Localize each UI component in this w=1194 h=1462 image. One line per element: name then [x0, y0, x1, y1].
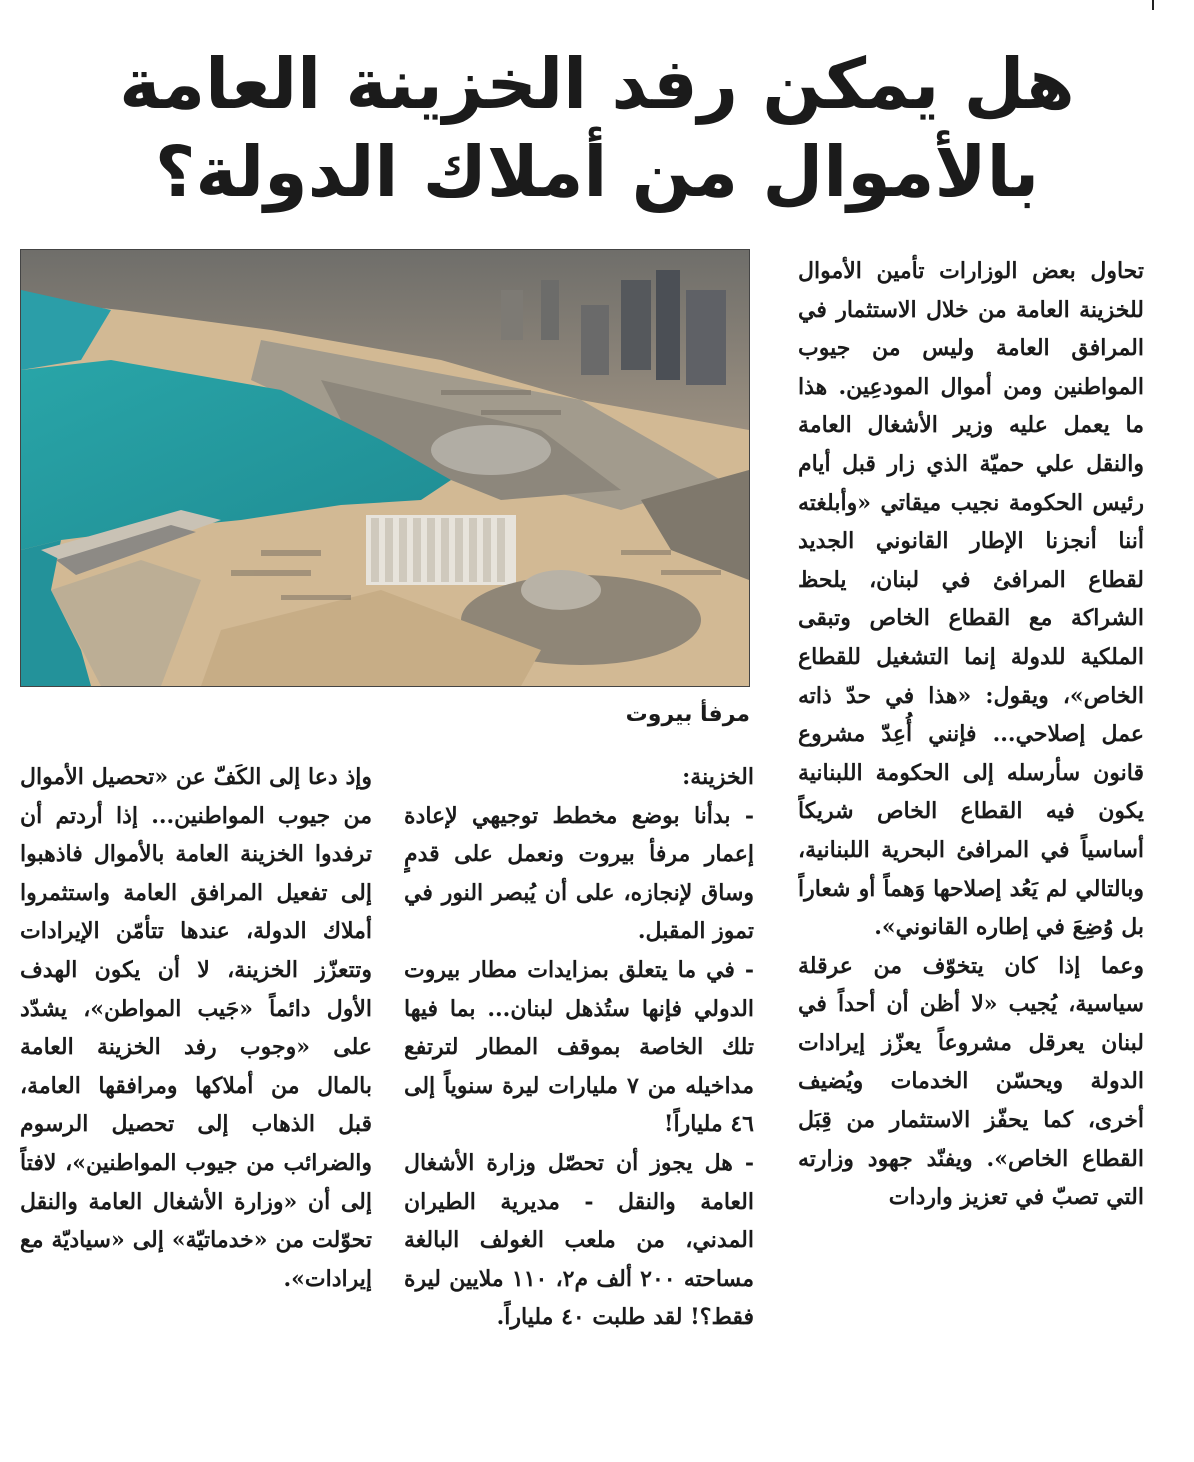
photo-caption: مرفأ بيروت — [625, 702, 750, 727]
beirut-port-photo — [20, 249, 750, 687]
headline-line-2: بالأموال من أملاك الدولة؟ — [154, 131, 1040, 213]
article-column-right — [798, 252, 1144, 1457]
article-paragraph: تحاول بعض الوزارات تأمين الأموال للخزينة العامة من خلال الاستثمار في المرافق العامة وليس من جيوب المواطنين ومن أموال المودعِين. هذا ما يعمل عليه وزير الأشغال العامة والنقل علي حميّة الذي زار قبل أيام رئيس الحكومة نجيب ميقاتي «وأبلغته أننا أنجزنا الإطار القانوني الجديد لقطاع المرافئ في لبنان، يلحظ الشراكة مع القطاع الخاص وتبقى الملكية للدولة إنما التشغيل للقطاع الخاص»، ويقول: «هذا في حدّ ذاته عمل إصلاحي... فإنني أُعِدّ مشروع قانون سأرسله إلى الحكومة اللبنانية يكون فيه القطاع الخاص شريكاً أساسياً في المرافئ البحرية اللبنانية، وبالتالي لم يَعُد إصلاحها وَهماً أو شعاراً بل وُضِعَ في إطاره القانوني». — [798, 258, 1144, 941]
headline — [20, 40, 1174, 216]
article-column-left — [20, 758, 372, 1458]
article-paragraph: وإذ دعا إلى الكَفّ عن «تحصيل الأموال من جيوب المواطنين... إذا أردتم أن ترفدوا الخزينة العامة بالأموال فاذهبوا إلى تفعيل المرافق العامة واستثمروا أملاك الدولة، عندها تتأمّن الإيرادات وتتعزّز الخزينة، لا أن يكون الهدف الأول دائماً «جَيب المواطن»، يشدّد على «وجوب رفد الخزينة العامة بالمال من أملاكها ومرافقها العامة، قبل الذهاب إلى تحصيل الرسوم والضرائب من جيوب المواطنين»، لافتاً إلى أن «وزارة الأشغال العامة والنقل تحوّلت من «خدماتيّة» إلى «سياديّة مع إيرادات». — [20, 764, 372, 1292]
article-paragraph: وعما إذا كان يتخوّف من عرقلة سياسية، يُجيب «لا أظن أن أحداً في لبنان يعرقل مشروعاً يعزّز إيرادات الدولة ويحسّن الخدمات ويُضيف أخرى، كما يحفّز الاستثمار من قِبَل القطاع الخاص». ويفنّد جهود وزارته التي تصبّ في تعزيز واردات — [798, 952, 1144, 1211]
article-paragraph: - بدأنا بوضع مخطط توجيهي لإعادة إعمار مرفأ بيروت ونعمل على قدمٍ وساق لإنجازه، على أن يُبصر النور في تموز المقبل. — [404, 802, 754, 945]
page-edge-mark — [1152, 0, 1154, 10]
headline-line-1: هل يمكن رفد الخزينة العامة — [119, 43, 1075, 125]
article-column-middle — [404, 758, 754, 1458]
article-paragraph: - في ما يتعلق بمزايدات مطار بيروت الدولي فإنها ستُذهل لبنان... بما فيها تلك الخاصة بموقف المطار لترتفع مداخيله من ٧ مليارات ليرة سنوياً إلى ٤٦ ملياراً! — [404, 956, 754, 1138]
article-paragraph: - هل يجوز أن تحصّل وزارة الأشغال العامة والنقل - مديرية الطيران المدني، من ملعب الغولف البالغة مساحته ٢٠٠ ألف م٢، ١١٠ ملايين ليرة فقط؟! لقد طلبت ٤٠ ملياراً. — [404, 1149, 754, 1331]
article-paragraph: الخزينة: — [682, 764, 754, 790]
